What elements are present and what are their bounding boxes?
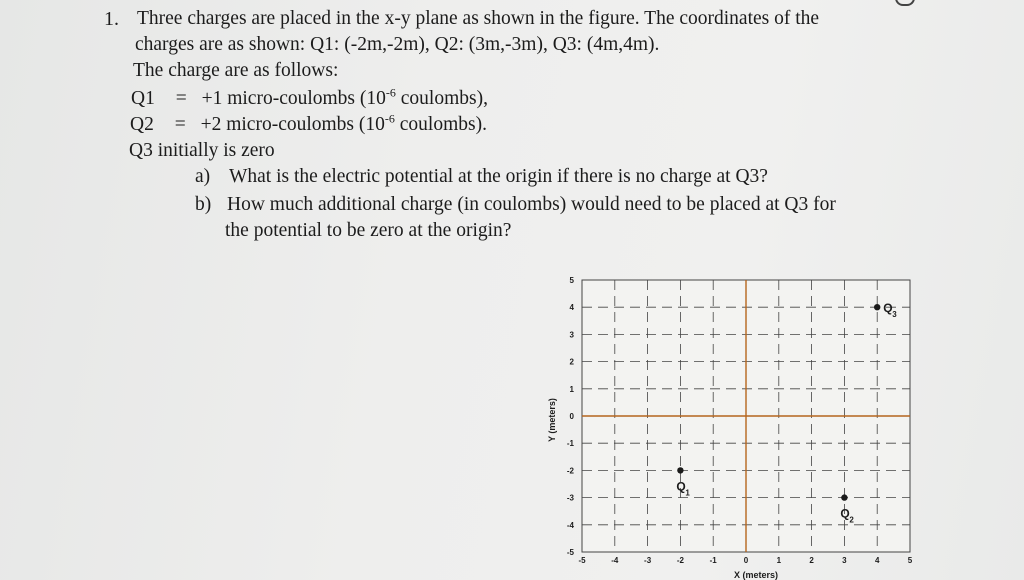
intro-line-1: Three charges are placed in the x-y plane as shown in the figure. The coordinates of the xyxy=(137,8,820,29)
y-tick-label: 2 xyxy=(569,357,574,367)
charge-label: Q xyxy=(840,506,850,521)
q2-exponent: -6 xyxy=(384,111,395,126)
intro-line-2: charges are as shown: Q1: (-2m,-2m), Q2: (3m,-3m), Q3: (4m,4m). xyxy=(135,34,660,55)
part-a-text: What is the electric potential at the origin if there is no charge at Q3? xyxy=(229,166,768,187)
q1-line xyxy=(131,85,488,110)
y-tick-label: 1 xyxy=(569,384,574,394)
x-tick-label: -3 xyxy=(644,556,652,565)
y-axis-label: Y (meters) xyxy=(547,398,557,442)
y-tick-label: -5 xyxy=(566,548,574,557)
charge-label-subscript: 3 xyxy=(892,310,897,320)
q1-equals: = xyxy=(175,88,187,109)
y-tick-label: 0 xyxy=(569,412,574,421)
y-tick-label: -3 xyxy=(566,493,574,503)
x-tick-label: 2 xyxy=(809,556,814,565)
part-a-label: a) xyxy=(195,166,211,187)
y-tick-label: -2 xyxy=(566,466,574,476)
charge-label-subscript: 2 xyxy=(849,515,854,525)
grid-layer xyxy=(582,280,910,552)
x-tick-label: 5 xyxy=(907,556,913,565)
q1-value: +1 micro-coulombs (10 xyxy=(201,88,386,109)
charge-point xyxy=(677,467,683,473)
q2-equals: = xyxy=(174,114,186,135)
x-tick-label: 4 xyxy=(874,556,880,565)
q1-exponent: -6 xyxy=(385,85,396,100)
part-b-label: b) xyxy=(195,194,212,215)
charge-point xyxy=(841,494,847,500)
q2-unit: coulombs). xyxy=(394,114,487,135)
q2-value: +2 micro-coulombs (10 xyxy=(200,114,385,135)
x-tick-label: -1 xyxy=(709,556,717,565)
q1-unit: coulombs), xyxy=(395,88,488,109)
question-number: 1. xyxy=(104,8,119,30)
q2-line xyxy=(130,111,487,136)
charge-point xyxy=(874,304,880,310)
charge-label-subscript: 1 xyxy=(685,488,690,498)
y-tick-label: -1 xyxy=(566,439,574,449)
intro-line-3: The charge are as follows: xyxy=(133,60,339,81)
y-tick-label: -4 xyxy=(566,520,574,530)
charge-label: Q xyxy=(676,479,686,494)
y-tick-label: 4 xyxy=(569,303,574,313)
x-tick-label: 3 xyxy=(842,556,847,565)
x-tick-label: 0 xyxy=(743,556,749,565)
q2-name: Q2 xyxy=(130,114,154,135)
x-axis-label: X (meters) xyxy=(733,570,779,580)
x-tick-label: -2 xyxy=(676,556,684,565)
y-tick-label: 5 xyxy=(569,276,574,285)
charge-label: Q xyxy=(883,301,893,316)
coordinate-chart xyxy=(540,270,930,580)
x-tick-label: 1 xyxy=(776,556,782,565)
y-tick-label: 3 xyxy=(569,330,574,340)
x-tick-label: -4 xyxy=(611,556,619,565)
q3-line: Q3 initially is zero xyxy=(129,140,275,161)
part-b-text-1: How much additional charge (in coulombs) would need to be placed at Q3 for xyxy=(227,194,836,215)
q1-name: Q1 xyxy=(131,88,155,109)
chart-svg xyxy=(540,270,930,580)
part-b-text-2: the potential to be zero at the origin? xyxy=(225,220,512,241)
x-tick-label: -5 xyxy=(578,556,586,565)
